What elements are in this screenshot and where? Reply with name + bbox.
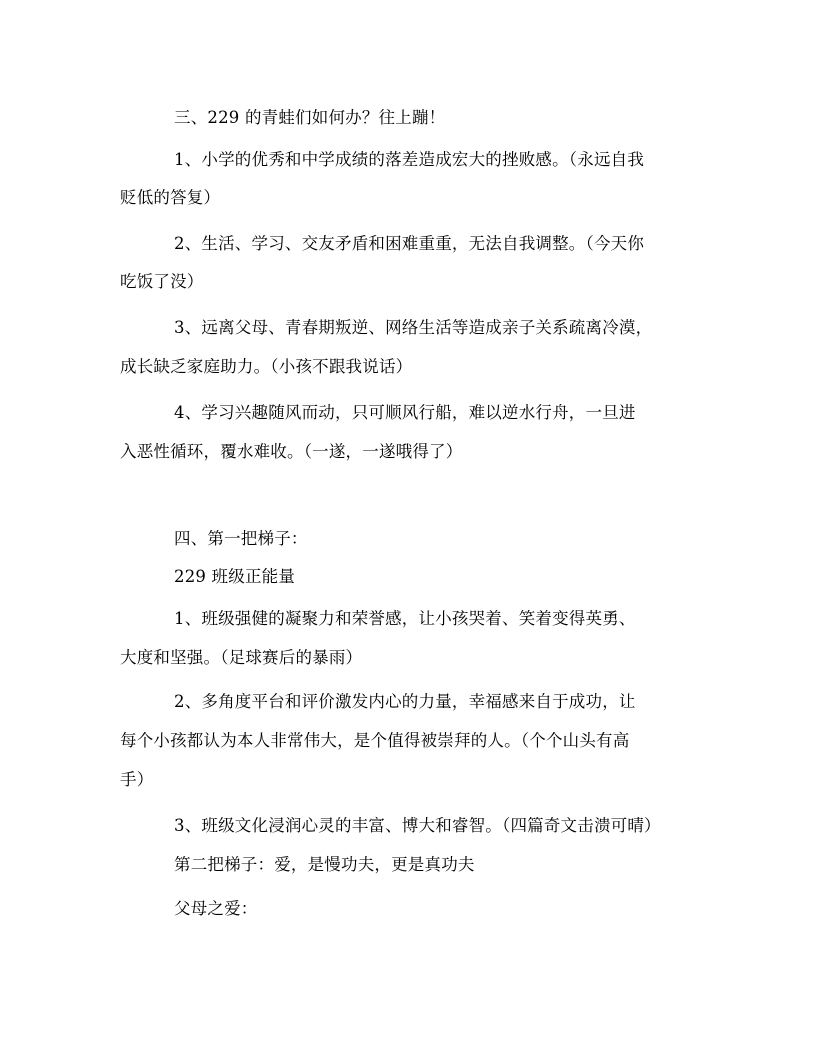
- section-4-heading: 四、第一把梯子：: [174, 529, 308, 548]
- section-4-subheading: 229 班级正能量: [174, 567, 296, 586]
- section-4-item-1: 1、班级强健的凝聚力和荣誉感，让小孩哭着、笑着变得英勇、: [174, 609, 636, 628]
- section-4-item-2-cont-2: 手）: [120, 770, 154, 789]
- section-3-item-2: 2、生活、学习、交友矛盾和困难重重，无法自我调整。（今天你: [174, 234, 645, 253]
- section-3-item-1: 1、小学的优秀和中学成绩的落差造成宏大的挫败感。（永远自我: [174, 150, 645, 169]
- section-4-item-3: 3、班级文化浸润心灵的丰富、博大和睿智。（四篇奇文击溃可晴）: [174, 816, 661, 835]
- section-3-item-4-cont: 入恶性循环，覆水难收。（一遂，一遂哦得了）: [120, 442, 463, 461]
- section-3-item-3: 3、远离父母、青春期叛逆、网络生活等造成亲子关系疏离冷漠，: [174, 318, 653, 337]
- section-3-item-1-cont: 贬低的答复）: [120, 188, 221, 207]
- section-3-item-4: 4、学习兴趣随风而动，只可顺风行船，难以逆水行舟，一旦进: [174, 403, 636, 422]
- section-4-item-2: 2、多角度平台和评价激发内心的力量，幸福感来自于成功，让: [174, 692, 636, 711]
- section-3-item-2-cont: 吃饭了没）: [120, 272, 204, 291]
- section-4-item-2-cont: 每个小孩都认为本人非常伟大，是个值得被崇拜的人。（个个山头有高: [120, 731, 630, 750]
- second-ladder-line: 第二把梯子：爱，是慢功夫，更是真功夫: [174, 855, 475, 874]
- parents-love-line: 父母之爱：: [174, 899, 258, 918]
- section-3-item-3-cont: 成长缺乏家庭助力。（小孩不跟我说话）: [120, 357, 413, 376]
- section-3-heading: 三、229 的青蛙们如何办？往上蹦！: [174, 108, 446, 127]
- section-4-item-1-cont: 大度和坚强。（足球赛后的暴雨）: [120, 648, 363, 667]
